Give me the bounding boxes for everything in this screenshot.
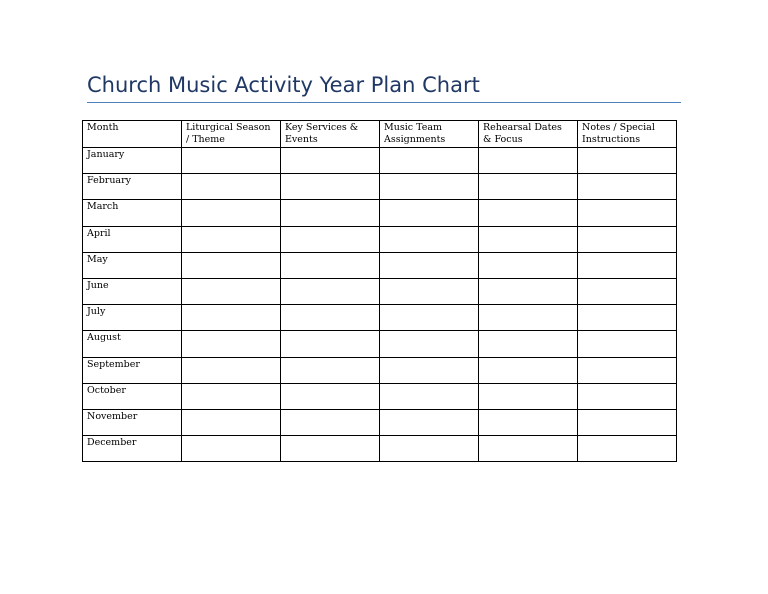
table-cell[interactable] bbox=[380, 305, 479, 331]
table-cell[interactable] bbox=[479, 436, 578, 462]
month-cell: January bbox=[83, 148, 182, 174]
month-cell: November bbox=[83, 409, 182, 435]
table-cell[interactable] bbox=[281, 331, 380, 357]
table-cell[interactable] bbox=[182, 305, 281, 331]
table-cell[interactable] bbox=[479, 252, 578, 278]
table-row bbox=[83, 252, 677, 278]
table-cell[interactable] bbox=[182, 148, 281, 174]
table-row bbox=[83, 305, 677, 331]
table-cell[interactable] bbox=[380, 252, 479, 278]
table-cell[interactable] bbox=[281, 409, 380, 435]
month-cell: September bbox=[83, 357, 182, 383]
table-cell[interactable] bbox=[281, 174, 380, 200]
table-row bbox=[83, 331, 677, 357]
table-cell[interactable] bbox=[281, 226, 380, 252]
table-cell[interactable] bbox=[281, 436, 380, 462]
table-row bbox=[83, 226, 677, 252]
table-cell[interactable] bbox=[281, 383, 380, 409]
month-cell: July bbox=[83, 305, 182, 331]
table-cell[interactable] bbox=[281, 252, 380, 278]
table-cell[interactable] bbox=[578, 409, 677, 435]
table-cell[interactable] bbox=[380, 436, 479, 462]
table-cell[interactable] bbox=[380, 174, 479, 200]
month-cell: December bbox=[83, 436, 182, 462]
table-cell[interactable] bbox=[182, 357, 281, 383]
month-cell: May bbox=[83, 252, 182, 278]
table-cell[interactable] bbox=[380, 148, 479, 174]
table-cell[interactable] bbox=[281, 200, 380, 226]
table-cell[interactable] bbox=[182, 252, 281, 278]
table-cell[interactable] bbox=[578, 305, 677, 331]
table-cell[interactable] bbox=[578, 436, 677, 462]
table-cell[interactable] bbox=[578, 357, 677, 383]
table-header-row bbox=[83, 121, 677, 148]
table-cell[interactable] bbox=[380, 278, 479, 304]
table-cell[interactable] bbox=[479, 148, 578, 174]
table-cell[interactable] bbox=[578, 200, 677, 226]
table-cell[interactable] bbox=[479, 200, 578, 226]
table-cell[interactable] bbox=[281, 148, 380, 174]
table-cell[interactable] bbox=[380, 409, 479, 435]
table-cell[interactable] bbox=[182, 278, 281, 304]
table-cell[interactable] bbox=[479, 305, 578, 331]
header-liturgical-season: Liturgical Season / Theme bbox=[182, 121, 281, 148]
table-row bbox=[83, 200, 677, 226]
table-cell[interactable] bbox=[479, 226, 578, 252]
table-cell[interactable] bbox=[578, 148, 677, 174]
header-month: Month bbox=[83, 121, 182, 148]
month-cell: August bbox=[83, 331, 182, 357]
table-cell[interactable] bbox=[578, 278, 677, 304]
table-cell[interactable] bbox=[281, 278, 380, 304]
header-music-team: Music Team Assignments bbox=[380, 121, 479, 148]
table-row bbox=[83, 409, 677, 435]
table-row bbox=[83, 383, 677, 409]
table-row bbox=[83, 357, 677, 383]
table-cell[interactable] bbox=[281, 357, 380, 383]
table-cell[interactable] bbox=[479, 409, 578, 435]
table-cell[interactable] bbox=[182, 383, 281, 409]
month-cell: March bbox=[83, 200, 182, 226]
table-cell[interactable] bbox=[281, 305, 380, 331]
month-cell: April bbox=[83, 226, 182, 252]
header-notes: Notes / Special Instructions bbox=[578, 121, 677, 148]
table-cell[interactable] bbox=[479, 383, 578, 409]
table-cell[interactable] bbox=[578, 383, 677, 409]
table-row bbox=[83, 278, 677, 304]
month-cell: February bbox=[83, 174, 182, 200]
table-row bbox=[83, 148, 677, 174]
table-cell[interactable] bbox=[479, 278, 578, 304]
table-row bbox=[83, 436, 677, 462]
table-cell[interactable] bbox=[380, 226, 479, 252]
table-cell[interactable] bbox=[479, 174, 578, 200]
month-cell: October bbox=[83, 383, 182, 409]
table-cell[interactable] bbox=[479, 331, 578, 357]
table-cell[interactable] bbox=[578, 252, 677, 278]
table-cell[interactable] bbox=[380, 357, 479, 383]
table-cell[interactable] bbox=[380, 331, 479, 357]
table-cell[interactable] bbox=[578, 226, 677, 252]
table-cell[interactable] bbox=[182, 436, 281, 462]
table-cell[interactable] bbox=[380, 200, 479, 226]
table-cell[interactable] bbox=[182, 226, 281, 252]
table-cell[interactable] bbox=[182, 409, 281, 435]
header-key-services: Key Services & Events bbox=[281, 121, 380, 148]
table-cell[interactable] bbox=[182, 331, 281, 357]
table-cell[interactable] bbox=[380, 383, 479, 409]
table-cell[interactable] bbox=[479, 357, 578, 383]
header-rehearsal: Rehearsal Dates & Focus bbox=[479, 121, 578, 148]
year-plan-table bbox=[82, 120, 677, 462]
table-row bbox=[83, 174, 677, 200]
table-cell[interactable] bbox=[578, 174, 677, 200]
table-cell[interactable] bbox=[182, 200, 281, 226]
table-cell[interactable] bbox=[182, 174, 281, 200]
table-cell[interactable] bbox=[578, 331, 677, 357]
document-title: Church Music Activity Year Plan Chart bbox=[87, 70, 681, 103]
month-cell: June bbox=[83, 278, 182, 304]
